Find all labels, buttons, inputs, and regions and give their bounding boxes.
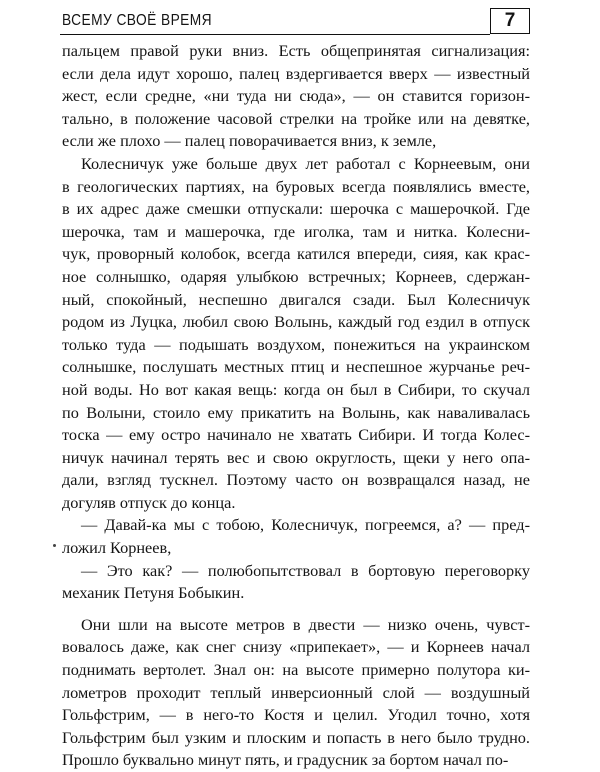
running-header — [60, 8, 530, 36]
text-line: ной воды. Но вот какая вещь: когда он был в Сибири, то скучал — [62, 379, 530, 399]
text-line: тально, в положение часовой стрелки на тройке или на девятке, — [62, 108, 530, 128]
text-line: — Давай-ка мы с тобою, Колесничук, погреемся, а? — пред- — [81, 515, 530, 535]
text-line: Прошло буквально минут пять, и градусник за бортом начал по- — [62, 750, 509, 770]
paragraph-5 — [62, 614, 530, 772]
page-number: 7 — [490, 8, 530, 34]
text-line: механик Петуня Бобыкин. — [62, 583, 245, 603]
text-line: только туда — подышать воздухом, понежиться на украинском — [62, 334, 530, 354]
paragraph-3 — [62, 514, 530, 559]
page-body — [62, 40, 530, 772]
text-line: в их адрес даже смешки отпускали: шерочка с машерочкой. Где — [62, 199, 530, 219]
paragraph-4 — [62, 560, 530, 605]
text-line: ложил Корнеев, — [62, 538, 172, 558]
text-line: лометров проходит теплый инверсионный слой — воздушный — [62, 682, 530, 702]
text-line: родом из Луцка, любил свою Волынь, каждый год ездил в отпуск — [62, 312, 530, 332]
text-line: дали, взгляд тускнел. Поэтому часто он возвращался назад, не — [62, 470, 530, 490]
paragraph-2 — [62, 153, 530, 515]
text-line: чук, проворный колобок, всегда катился впереди, сияя, как крас- — [62, 244, 530, 264]
header-rule — [60, 34, 490, 35]
text-line: если же плохо — палец поворачивается вниз, к земле, — [62, 131, 437, 151]
text-line: в геологических партиях, на буровых всегда появлялись вместе, — [62, 176, 530, 196]
text-line: ничук начинал терять вес и свою округлость, щеки у него опа- — [62, 447, 530, 467]
paragraph-1 — [62, 40, 530, 153]
text-line: Гольфстрим был узким и плоским и попасть в него было трудно. — [62, 727, 530, 747]
section-gap — [62, 605, 530, 614]
text-line: — Это как? — полюбопытствовал в бортовую переговорку — [81, 560, 530, 580]
text-line: шерочка, там и машерочка, где иголка, там и нитка. Колесни- — [62, 221, 530, 241]
text-line: ное солнышко, одаряя улыбкою встречных; Корнеев, сдержан- — [62, 266, 530, 286]
text-line: тоска — ему остро начинало не хватать Сибири. И тогда Колес- — [62, 425, 530, 445]
text-line: по Волыни, стоило ему прикатить на Волынь, как наваливалась — [62, 402, 530, 422]
text-line: ный, спокойный, неспешно двигался сзади. Был Колесничук — [62, 289, 530, 309]
text-line: пальцем правой руки вниз. Есть общепринятая сигнализация: — [62, 41, 530, 60]
text-line: Гольфстрим, — в него-то Костя и целил. Угодил точно, хотя — [62, 705, 530, 725]
speck-mark — [53, 544, 56, 547]
text-line: если дела идут хорошо, палец вздергивается вверх — известный — [62, 63, 530, 83]
text-line: вовалось даже, как снег снизу «припекает», — и Корнеев начал — [62, 637, 530, 657]
text-line: поднимать вертолет. Знал он: на высоте примерно полутора ки- — [62, 660, 530, 680]
text-line: солнышке, послушать местных птиц и неспешное журчанье реч- — [62, 357, 530, 377]
text-line: Колесничук уже больше двух лет работал с Корнеевым, они — [81, 153, 530, 173]
text-line: жест, если средне, «ни туда ни сюда», — он ставится горизон- — [62, 86, 530, 106]
running-title: ВСЕМУ СВОЁ ВРЕМЯ — [62, 12, 213, 29]
text-line: догуляв отпуск до конца. — [62, 492, 236, 512]
text-line: Они шли на высоте метров в двести — низко очень, чувст- — [81, 614, 530, 634]
